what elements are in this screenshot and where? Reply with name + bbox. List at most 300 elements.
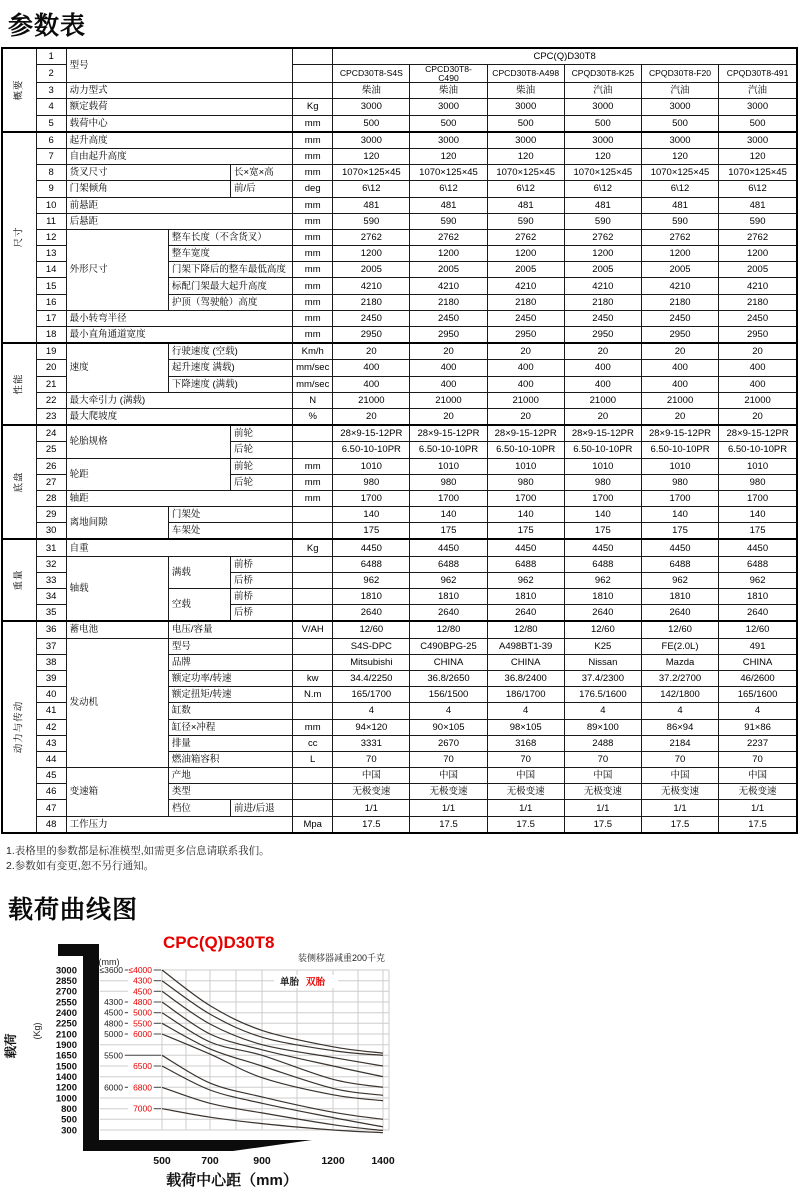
svg-text:500: 500 bbox=[61, 1114, 77, 1126]
value-cell: C490BPG-25 bbox=[410, 638, 487, 654]
row-number: 12 bbox=[36, 229, 66, 245]
svg-text:2550: 2550 bbox=[55, 997, 77, 1009]
value-cell: 2950 bbox=[641, 327, 718, 344]
value-cell: CPQD30T8-F20 bbox=[641, 65, 718, 83]
unit-cell: mm bbox=[293, 490, 333, 506]
unit-cell: mm bbox=[293, 262, 333, 278]
unit-cell: mm bbox=[293, 132, 333, 149]
unit-cell: N bbox=[293, 392, 333, 408]
value-cell: 2184 bbox=[641, 735, 718, 751]
row-number: 22 bbox=[36, 392, 66, 408]
svg-text:2100: 2100 bbox=[55, 1029, 77, 1041]
value-cell: 1200 bbox=[719, 246, 797, 262]
unit-cell bbox=[293, 654, 333, 670]
value-cell: 1/1 bbox=[487, 800, 564, 816]
row-number: 25 bbox=[36, 442, 66, 458]
spec-label: 载荷中心 bbox=[66, 115, 293, 132]
value-cell: 12/60 bbox=[333, 621, 410, 638]
value-cell: 1810 bbox=[641, 589, 718, 605]
value-cell: 175 bbox=[487, 523, 564, 540]
value-cell: 20 bbox=[719, 343, 797, 360]
value-cell: 4450 bbox=[564, 539, 641, 556]
row-number: 16 bbox=[36, 294, 66, 310]
value-cell: 汽油 bbox=[564, 83, 641, 99]
value-cell: 6\12 bbox=[333, 181, 410, 197]
row-number: 32 bbox=[36, 556, 66, 572]
value-cell: 12/80 bbox=[487, 621, 564, 638]
value-cell: 90×105 bbox=[410, 719, 487, 735]
category-cell bbox=[2, 425, 36, 539]
value-cell: 98×105 bbox=[487, 719, 564, 735]
value-cell: 481 bbox=[719, 197, 797, 213]
value-cell: 17.5 bbox=[333, 816, 410, 833]
spec-label: 后悬距 bbox=[66, 213, 293, 229]
value-cell: 2950 bbox=[333, 327, 410, 344]
load-curve-chart bbox=[0, 931, 800, 1201]
value-cell: 2640 bbox=[487, 605, 564, 622]
value-cell: 无极变速 bbox=[410, 784, 487, 800]
svg-text:载荷: 载荷 bbox=[4, 1033, 18, 1059]
unit-cell bbox=[293, 425, 333, 442]
unit-cell: mm bbox=[293, 327, 333, 344]
row-number: 6 bbox=[36, 132, 66, 149]
table-row bbox=[2, 115, 797, 132]
value-cell: 4210 bbox=[410, 278, 487, 294]
svg-text:1400: 1400 bbox=[371, 1154, 395, 1167]
table-row bbox=[2, 48, 797, 65]
row-number: 14 bbox=[36, 262, 66, 278]
svg-text:4500: 4500 bbox=[133, 986, 152, 997]
value-cell: 6488 bbox=[641, 556, 718, 572]
value-cell: 6488 bbox=[564, 556, 641, 572]
value-cell: 3168 bbox=[487, 735, 564, 751]
value-cell: 3000 bbox=[564, 132, 641, 149]
spec-label: 下降速度 (满载) bbox=[168, 376, 292, 392]
value-cell: 无极变速 bbox=[719, 784, 797, 800]
value-cell: 4210 bbox=[564, 278, 641, 294]
spec-label: 最大爬坡度 bbox=[66, 408, 293, 425]
value-cell: 4 bbox=[564, 703, 641, 719]
spec-label: 额定扭矩/转速 bbox=[168, 687, 292, 703]
row-number: 9 bbox=[36, 181, 66, 197]
value-cell: 12/60 bbox=[564, 621, 641, 638]
value-cell: 500 bbox=[333, 115, 410, 132]
row-number: 27 bbox=[36, 474, 66, 490]
svg-text:1000: 1000 bbox=[55, 1093, 77, 1105]
category-cell bbox=[2, 621, 36, 832]
table-row bbox=[2, 408, 797, 425]
value-cell: 2237 bbox=[719, 735, 797, 751]
value-cell: CPCD30T8-S4S bbox=[333, 65, 410, 83]
value-cell: 4450 bbox=[410, 539, 487, 556]
value-cell: 70 bbox=[719, 751, 797, 767]
table-row bbox=[2, 99, 797, 115]
spec-label: 额定功率/转速 bbox=[168, 670, 292, 686]
value-cell: 柴油 bbox=[333, 83, 410, 99]
spec-table bbox=[1, 47, 798, 834]
spec-label: 类型 bbox=[168, 784, 292, 800]
row-number: 5 bbox=[36, 115, 66, 132]
value-cell: 1700 bbox=[564, 490, 641, 506]
value-cell: 无极变速 bbox=[641, 784, 718, 800]
value-cell: 3000 bbox=[719, 132, 797, 149]
category-label: 动力与传动 bbox=[13, 700, 25, 754]
value-cell: 481 bbox=[641, 197, 718, 213]
value-cell: 6488 bbox=[487, 556, 564, 572]
value-cell: 1010 bbox=[487, 458, 564, 474]
value-cell: 21000 bbox=[564, 392, 641, 408]
unit-cell: Kg bbox=[293, 99, 333, 115]
spec-label: 长×宽×高 bbox=[231, 165, 293, 181]
spec-label: 后桥 bbox=[231, 572, 293, 588]
spec-label: 最大牵引力 (满载) bbox=[66, 392, 293, 408]
value-cell: 28×9-15-12PR bbox=[333, 425, 410, 442]
spec-label: 整车长度（不含货叉） bbox=[168, 229, 292, 245]
value-cell: 2180 bbox=[410, 294, 487, 310]
svg-text:≤4000: ≤4000 bbox=[128, 964, 152, 975]
spec-label: 起升速度 满载) bbox=[168, 360, 292, 376]
value-cell: 4210 bbox=[641, 278, 718, 294]
value-cell: 21000 bbox=[487, 392, 564, 408]
value-cell: 1700 bbox=[410, 490, 487, 506]
value-cell: 2950 bbox=[719, 327, 797, 344]
table-row bbox=[2, 310, 797, 326]
value-cell: 无极变速 bbox=[487, 784, 564, 800]
value-cell: 175 bbox=[641, 523, 718, 540]
row-number: 3 bbox=[36, 83, 66, 99]
unit-cell: Mpa bbox=[293, 816, 333, 833]
row-number: 13 bbox=[36, 246, 66, 262]
row-number: 28 bbox=[36, 490, 66, 506]
svg-text:装侧移器减重200千克: 装侧移器减重200千克 bbox=[298, 952, 386, 963]
value-cell: 400 bbox=[719, 360, 797, 376]
value-cell: 6\12 bbox=[641, 181, 718, 197]
value-cell: 2762 bbox=[487, 229, 564, 245]
value-cell: 1070×125×45 bbox=[487, 165, 564, 181]
value-cell: 2450 bbox=[487, 310, 564, 326]
row-number: 44 bbox=[36, 751, 66, 767]
unit-cell: mm bbox=[293, 474, 333, 490]
value-cell: 2180 bbox=[641, 294, 718, 310]
value-cell: 12/60 bbox=[719, 621, 797, 638]
value-cell: 186/1700 bbox=[487, 687, 564, 703]
table-row bbox=[2, 621, 797, 638]
value-cell: 70 bbox=[641, 751, 718, 767]
unit-cell bbox=[293, 83, 333, 99]
value-cell: 28×9-15-12PR bbox=[719, 425, 797, 442]
row-number: 48 bbox=[36, 816, 66, 833]
value-cell: 500 bbox=[487, 115, 564, 132]
svg-text:3000: 3000 bbox=[55, 965, 77, 977]
value-cell: 980 bbox=[487, 474, 564, 490]
value-cell: 3000 bbox=[641, 132, 718, 149]
value-cell: 2762 bbox=[410, 229, 487, 245]
unit-cell bbox=[293, 589, 333, 605]
value-cell: 4 bbox=[641, 703, 718, 719]
group-model-header: CPC(Q)D30T8 bbox=[333, 48, 797, 65]
value-cell: 1/1 bbox=[719, 800, 797, 816]
spec-label: 缸径×冲程 bbox=[168, 719, 292, 735]
value-cell: 2762 bbox=[564, 229, 641, 245]
table-row bbox=[2, 181, 797, 197]
value-cell: 962 bbox=[641, 572, 718, 588]
value-cell: 1070×125×45 bbox=[641, 165, 718, 181]
svg-text:4300: 4300 bbox=[104, 996, 123, 1007]
value-cell: 400 bbox=[410, 360, 487, 376]
unit-cell bbox=[293, 605, 333, 622]
category-label: 概要 bbox=[13, 79, 25, 101]
value-cell: 176.5/1600 bbox=[564, 687, 641, 703]
svg-text:5500: 5500 bbox=[133, 1018, 152, 1029]
value-cell: 1/1 bbox=[410, 800, 487, 816]
value-cell: 2450 bbox=[641, 310, 718, 326]
value-cell: 3000 bbox=[487, 132, 564, 149]
value-cell: 2180 bbox=[333, 294, 410, 310]
value-cell: 2640 bbox=[564, 605, 641, 622]
row-number: 37 bbox=[36, 638, 66, 654]
value-cell: 3000 bbox=[333, 99, 410, 115]
value-cell: 140 bbox=[641, 507, 718, 523]
value-cell: 590 bbox=[410, 213, 487, 229]
value-cell: 2005 bbox=[719, 262, 797, 278]
unit-cell: mm bbox=[293, 310, 333, 326]
footnote-1: 1.表格里的参数都是标准模型,如需更多信息请联系我们。 bbox=[6, 844, 270, 857]
value-cell: 1700 bbox=[641, 490, 718, 506]
table-row bbox=[2, 816, 797, 833]
value-cell: 17.5 bbox=[487, 816, 564, 833]
value-cell: 6.50-10-10PR bbox=[564, 442, 641, 458]
unit-cell: % bbox=[293, 408, 333, 425]
spec-label: 型号 bbox=[66, 48, 293, 83]
value-cell: 3000 bbox=[564, 99, 641, 115]
svg-text:2400: 2400 bbox=[55, 1007, 77, 1019]
value-cell: 962 bbox=[719, 572, 797, 588]
svg-text:5500: 5500 bbox=[104, 1050, 123, 1061]
value-cell: 400 bbox=[410, 376, 487, 392]
value-cell: A498BT1-39 bbox=[487, 638, 564, 654]
value-cell: 70 bbox=[564, 751, 641, 767]
spec-label: 车架处 bbox=[168, 523, 292, 540]
value-cell: 2950 bbox=[487, 327, 564, 344]
unit-cell bbox=[293, 523, 333, 540]
value-cell: 2005 bbox=[410, 262, 487, 278]
unit-cell: mm bbox=[293, 294, 333, 310]
spec-label: 空载 bbox=[168, 589, 230, 622]
value-cell: 590 bbox=[719, 213, 797, 229]
value-cell: 400 bbox=[487, 376, 564, 392]
svg-text:1200: 1200 bbox=[321, 1154, 345, 1167]
value-cell: 21000 bbox=[333, 392, 410, 408]
table-row bbox=[2, 132, 797, 149]
value-cell: 6488 bbox=[410, 556, 487, 572]
table-row bbox=[2, 392, 797, 408]
value-cell: 4450 bbox=[719, 539, 797, 556]
value-cell: 400 bbox=[333, 360, 410, 376]
row-number: 45 bbox=[36, 768, 66, 784]
category-label: 尺寸 bbox=[13, 226, 25, 248]
table-row bbox=[2, 327, 797, 344]
row-number: 10 bbox=[36, 197, 66, 213]
spec-label: 轮距 bbox=[66, 458, 230, 490]
value-cell: 1070×125×45 bbox=[410, 165, 487, 181]
row-number: 11 bbox=[36, 213, 66, 229]
row-number: 38 bbox=[36, 654, 66, 670]
value-cell: 175 bbox=[564, 523, 641, 540]
row-number: 1 bbox=[36, 48, 66, 65]
value-cell: 3000 bbox=[410, 99, 487, 115]
value-cell: 1810 bbox=[333, 589, 410, 605]
value-cell: 1070×125×45 bbox=[719, 165, 797, 181]
row-number: 42 bbox=[36, 719, 66, 735]
value-cell: 1070×125×45 bbox=[333, 165, 410, 181]
value-cell: 2450 bbox=[410, 310, 487, 326]
value-cell: 590 bbox=[487, 213, 564, 229]
category-cell bbox=[2, 132, 36, 343]
unit-cell: mm/sec bbox=[293, 360, 333, 376]
category-cell bbox=[2, 539, 36, 621]
unit-cell: mm bbox=[293, 246, 333, 262]
value-cell: 120 bbox=[487, 148, 564, 164]
row-number: 20 bbox=[36, 360, 66, 376]
unit-cell: L bbox=[293, 751, 333, 767]
unit-cell: V/AH bbox=[293, 621, 333, 638]
value-cell: CHINA bbox=[719, 654, 797, 670]
table-row bbox=[2, 458, 797, 474]
value-cell: 140 bbox=[487, 507, 564, 523]
value-cell: 28×9-15-12PR bbox=[564, 425, 641, 442]
row-number: 33 bbox=[36, 572, 66, 588]
value-cell: 20 bbox=[641, 343, 718, 360]
value-cell: 中国 bbox=[719, 768, 797, 784]
value-cell: 17.5 bbox=[641, 816, 718, 833]
value-cell: 1810 bbox=[487, 589, 564, 605]
svg-text:500: 500 bbox=[153, 1154, 171, 1167]
value-cell: 6\12 bbox=[719, 181, 797, 197]
value-cell: 1010 bbox=[333, 458, 410, 474]
row-number: 36 bbox=[36, 621, 66, 638]
page-title: 参数表 bbox=[8, 12, 87, 40]
value-cell: 1010 bbox=[719, 458, 797, 474]
unit-cell: mm bbox=[293, 213, 333, 229]
unit-cell bbox=[293, 65, 333, 83]
table-row bbox=[2, 539, 797, 556]
value-cell: 3000 bbox=[333, 132, 410, 149]
spec-label: 护顶（驾驶舱）高度 bbox=[168, 294, 292, 310]
svg-text:4300: 4300 bbox=[133, 975, 152, 986]
value-cell: 1810 bbox=[564, 589, 641, 605]
value-cell: 980 bbox=[333, 474, 410, 490]
spec-label: 型号 bbox=[168, 638, 292, 654]
value-cell: 2005 bbox=[333, 262, 410, 278]
spec-label: 最小直角通道宽度 bbox=[66, 327, 293, 344]
value-cell: 120 bbox=[410, 148, 487, 164]
row-number: 39 bbox=[36, 670, 66, 686]
row-number: 18 bbox=[36, 327, 66, 344]
value-cell: 中国 bbox=[564, 768, 641, 784]
value-cell: 4 bbox=[487, 703, 564, 719]
svg-text:900: 900 bbox=[253, 1154, 271, 1167]
value-cell: Nissan bbox=[564, 654, 641, 670]
value-cell: 6\12 bbox=[487, 181, 564, 197]
row-number: 47 bbox=[36, 800, 66, 816]
spec-label: 前轮 bbox=[231, 425, 293, 442]
value-cell: 980 bbox=[719, 474, 797, 490]
value-cell: 6488 bbox=[719, 556, 797, 572]
spec-label: 档位 bbox=[168, 800, 230, 816]
value-cell: 1010 bbox=[641, 458, 718, 474]
value-cell: 1200 bbox=[487, 246, 564, 262]
value-cell: 2762 bbox=[641, 229, 718, 245]
svg-text:700: 700 bbox=[201, 1154, 219, 1167]
value-cell: 4450 bbox=[641, 539, 718, 556]
svg-text:800: 800 bbox=[61, 1103, 77, 1115]
value-cell: 400 bbox=[333, 376, 410, 392]
row-number: 24 bbox=[36, 425, 66, 442]
unit-cell bbox=[293, 507, 333, 523]
table-row bbox=[2, 229, 797, 245]
value-cell: 1700 bbox=[719, 490, 797, 506]
row-number: 34 bbox=[36, 589, 66, 605]
spec-label: 前轮 bbox=[231, 458, 293, 474]
value-cell: 94×120 bbox=[333, 719, 410, 735]
value-cell: 4210 bbox=[333, 278, 410, 294]
table-row bbox=[2, 165, 797, 181]
value-cell: 500 bbox=[641, 115, 718, 132]
value-cell: 17.5 bbox=[410, 816, 487, 833]
footnote-2: 2.参数如有变更,恕不另行通知。 bbox=[6, 859, 155, 872]
value-cell: 28×9-15-12PR bbox=[487, 425, 564, 442]
spec-label: 整车宽度 bbox=[168, 246, 292, 262]
value-cell: 140 bbox=[333, 507, 410, 523]
value-cell: 590 bbox=[564, 213, 641, 229]
spec-label: 离地间隙 bbox=[66, 507, 168, 540]
value-cell: 500 bbox=[719, 115, 797, 132]
value-cell: 980 bbox=[641, 474, 718, 490]
value-cell: 4210 bbox=[719, 278, 797, 294]
table-row bbox=[2, 490, 797, 506]
value-cell: 91×86 bbox=[719, 719, 797, 735]
value-cell: 1700 bbox=[333, 490, 410, 506]
svg-text:6800: 6800 bbox=[133, 1082, 152, 1093]
spec-label: 速度 bbox=[66, 343, 168, 392]
value-cell: 2005 bbox=[641, 262, 718, 278]
value-cell: 481 bbox=[564, 197, 641, 213]
spec-label: 缸数 bbox=[168, 703, 292, 719]
unit-cell: mm bbox=[293, 229, 333, 245]
value-cell: 中国 bbox=[410, 768, 487, 784]
spec-label: 动力型式 bbox=[66, 83, 293, 99]
value-cell: 89×100 bbox=[564, 719, 641, 735]
spec-label: 排量 bbox=[168, 735, 292, 751]
svg-text:2700: 2700 bbox=[55, 986, 77, 998]
value-cell: 17.5 bbox=[719, 816, 797, 833]
spec-label: 自由起升高度 bbox=[66, 148, 293, 164]
value-cell: 2450 bbox=[719, 310, 797, 326]
spec-label: 额定载荷 bbox=[66, 99, 293, 115]
spec-label: 最小转弯半径 bbox=[66, 310, 293, 326]
value-cell: 4450 bbox=[487, 539, 564, 556]
unit-cell bbox=[293, 572, 333, 588]
value-cell: 28×9-15-12PR bbox=[410, 425, 487, 442]
value-cell: 4 bbox=[410, 703, 487, 719]
value-cell: 37.2/2700 bbox=[641, 670, 718, 686]
value-cell: 156/1500 bbox=[410, 687, 487, 703]
value-cell: 2762 bbox=[719, 229, 797, 245]
value-cell: 3000 bbox=[641, 99, 718, 115]
value-cell: 无极变速 bbox=[564, 784, 641, 800]
footnotes bbox=[6, 844, 800, 874]
value-cell: CHINA bbox=[487, 654, 564, 670]
